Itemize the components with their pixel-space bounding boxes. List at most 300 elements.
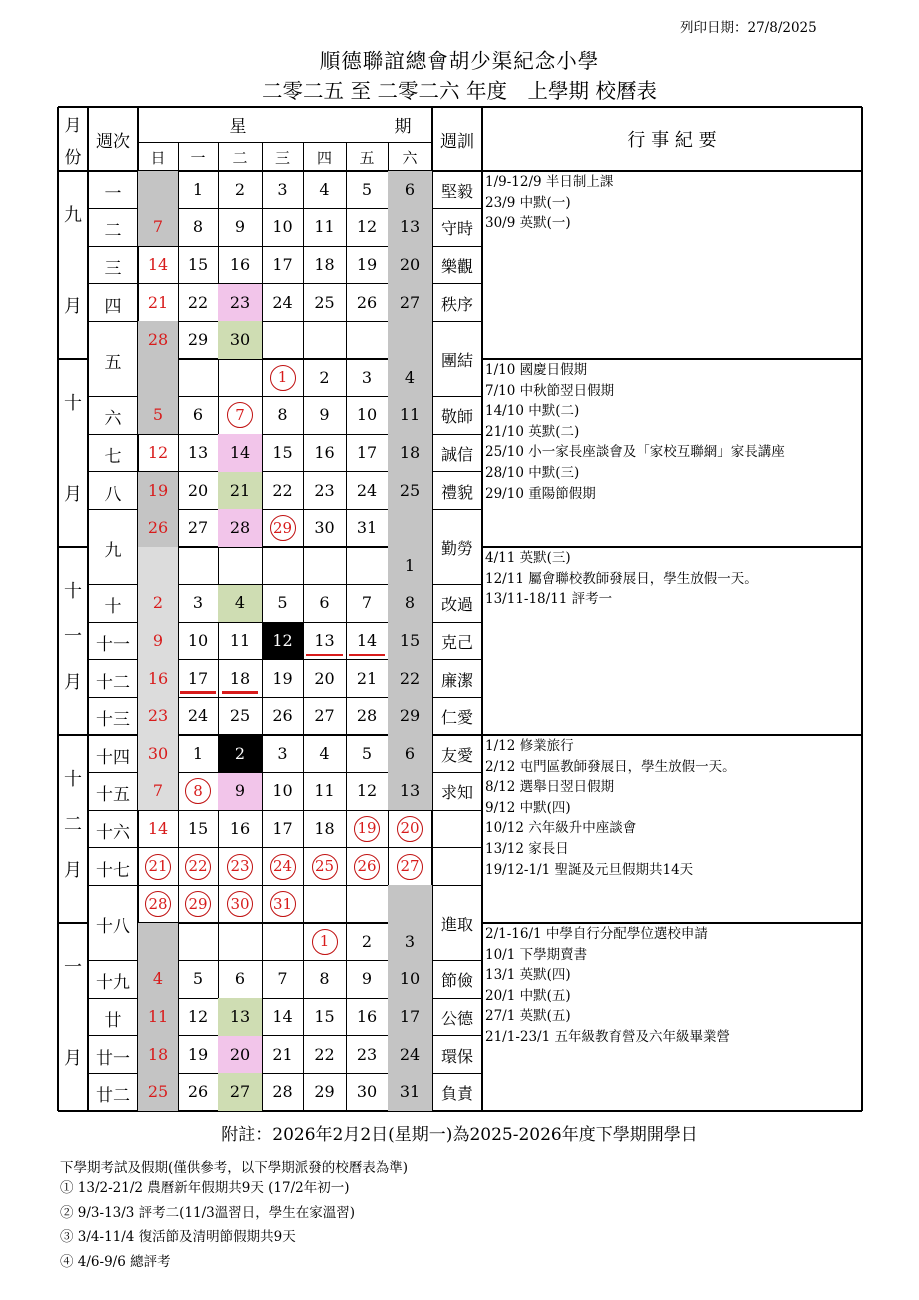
date-cell[interactable]	[303, 284, 346, 322]
date-number: 15	[187, 818, 209, 838]
date-number: 21	[272, 1044, 293, 1064]
date-number: 12	[272, 630, 293, 650]
date-cell[interactable]	[138, 509, 178, 547]
date-number: 1	[312, 929, 338, 955]
date-cell[interactable]	[303, 773, 346, 811]
week-number: 四	[104, 296, 122, 317]
date-number: 29	[185, 891, 211, 917]
date-cell[interactable]	[262, 1036, 303, 1074]
header-day-3: 三	[274, 149, 290, 167]
date-cell[interactable]	[138, 735, 178, 773]
date-cell[interactable]	[388, 810, 432, 848]
date-cell[interactable]	[346, 472, 388, 510]
date-cell[interactable]	[218, 735, 262, 773]
month-label: 月	[64, 295, 82, 317]
date-cell[interactable]	[178, 622, 218, 660]
date-cell[interactable]	[138, 472, 178, 510]
date-cell[interactable]	[262, 509, 303, 547]
date-number: 5	[361, 743, 373, 763]
date-cell[interactable]	[262, 885, 303, 923]
date-cell[interactable]	[346, 209, 388, 247]
date-cell[interactable]	[218, 209, 262, 247]
date-number: 13	[229, 1006, 251, 1026]
date-number: 18	[314, 818, 335, 838]
date-number: 3	[361, 367, 373, 387]
date-number: 21	[147, 292, 169, 312]
date-cell[interactable]	[388, 246, 432, 284]
date-cell[interactable]	[388, 585, 432, 623]
date-number: 16	[314, 442, 335, 462]
grid-line	[432, 734, 482, 736]
date-cell[interactable]	[346, 359, 388, 397]
date-cell[interactable]	[388, 697, 432, 735]
header-motto: 週訓	[440, 131, 474, 152]
date-number: 2	[234, 179, 246, 199]
date-cell	[262, 923, 303, 961]
date-cell[interactable]	[388, 171, 432, 209]
date-cell	[346, 885, 388, 923]
date-cell[interactable]	[138, 961, 178, 999]
date-number: 14	[272, 1006, 293, 1026]
date-cell[interactable]	[178, 321, 218, 359]
date-cell[interactable]	[303, 171, 346, 209]
date-cell[interactable]	[178, 961, 218, 999]
date-cell	[218, 923, 262, 961]
date-cell[interactable]	[218, 585, 262, 623]
date-cell[interactable]	[262, 246, 303, 284]
date-cell	[138, 359, 178, 397]
date-cell[interactable]	[346, 660, 388, 698]
date-number: 18	[314, 254, 335, 274]
grid-line	[58, 546, 88, 548]
date-cell[interactable]	[262, 961, 303, 999]
date-number: 10	[399, 969, 421, 989]
date-cell[interactable]	[138, 810, 178, 848]
date-cell[interactable]	[262, 284, 303, 322]
date-cell	[218, 359, 262, 397]
date-number: 28	[229, 518, 251, 538]
week-number: 廿二	[96, 1086, 130, 1107]
grid-line	[88, 509, 138, 510]
date-cell[interactable]	[178, 998, 218, 1036]
date-cell[interactable]	[262, 1073, 303, 1111]
date-cell[interactable]	[388, 773, 432, 811]
date-number: 10	[272, 781, 293, 801]
date-number: 17	[399, 1006, 421, 1026]
event-item: 10/1 下學期賣書	[485, 946, 588, 963]
week-motto: 敬師	[440, 407, 473, 427]
event-item: 1/12 修業旅行	[485, 738, 574, 754]
date-cell[interactable]	[388, 998, 432, 1036]
date-number: 5	[152, 405, 164, 425]
date-cell[interactable]	[303, 1036, 346, 1074]
date-cell[interactable]	[303, 923, 346, 961]
date-number: 8	[277, 405, 288, 425]
grid-line	[432, 208, 482, 209]
date-cell[interactable]	[218, 848, 262, 886]
date-cell[interactable]	[346, 284, 388, 322]
date-cell[interactable]	[303, 660, 346, 698]
date-cell[interactable]	[346, 697, 388, 735]
date-cell[interactable]	[346, 622, 388, 660]
date-cell[interactable]	[178, 660, 218, 698]
date-cell[interactable]	[346, 923, 388, 961]
date-cell[interactable]	[346, 848, 388, 886]
month-label: 十	[64, 581, 82, 603]
date-cell[interactable]	[218, 509, 262, 547]
date-cell[interactable]	[138, 848, 178, 886]
date-cell[interactable]	[388, 660, 432, 698]
date-cell[interactable]	[303, 359, 346, 397]
date-cell[interactable]	[346, 246, 388, 284]
date-number: 7	[361, 593, 373, 613]
date-cell[interactable]	[178, 885, 218, 923]
date-cell[interactable]	[262, 622, 303, 660]
date-cell	[178, 923, 218, 961]
date-cell[interactable]	[138, 998, 178, 1036]
date-cell[interactable]	[262, 209, 303, 247]
header-month-bottom: 份	[64, 147, 82, 168]
date-cell[interactable]	[262, 171, 303, 209]
header-day-6: 六	[402, 149, 418, 167]
date-number: 2	[361, 931, 373, 951]
date-number: 18	[147, 1044, 169, 1064]
grid-line	[88, 283, 138, 284]
date-number: 23	[147, 706, 169, 726]
event-item: 13/1 英默(四)	[485, 967, 571, 984]
date-number: 23	[314, 480, 335, 500]
event-item: 30/9 英默(一)	[485, 215, 571, 232]
date-cell[interactable]	[178, 171, 218, 209]
event-item: 14/10 中默(二)	[485, 403, 580, 420]
event-item: 19/12-1/1 聖誕及元旦假期共14天	[485, 861, 694, 878]
date-number: 31	[270, 891, 296, 917]
date-cell[interactable]	[178, 773, 218, 811]
date-cell[interactable]	[262, 397, 303, 435]
date-cell[interactable]	[388, 923, 432, 961]
date-cell[interactable]	[388, 848, 432, 886]
date-cell[interactable]	[218, 171, 262, 209]
date-cell[interactable]	[218, 284, 262, 322]
grid-line	[88, 960, 138, 961]
date-number: 13	[399, 217, 421, 237]
grid-line	[88, 622, 138, 623]
date-cell[interactable]	[388, 735, 432, 773]
calendar-title: 二零二五 至 二零二六 年度 上學期 校曆表	[261, 79, 658, 103]
date-cell[interactable]	[218, 885, 262, 923]
grid-line	[432, 622, 482, 623]
date-number: 20	[187, 480, 209, 500]
date-number: 23	[229, 292, 251, 312]
date-cell[interactable]	[178, 848, 218, 886]
date-cell[interactable]	[178, 697, 218, 735]
month-label: 月	[64, 483, 82, 505]
month-label: 月	[64, 671, 82, 693]
date-cell[interactable]	[346, 397, 388, 435]
date-cell[interactable]	[303, 735, 346, 773]
next-term-heading: 下學期考試及假期(僅供參考，以下學期派發的校曆表為準)	[60, 1160, 409, 1176]
week-number: 十七	[96, 860, 130, 881]
date-cell[interactable]	[138, 209, 178, 247]
date-number: 26	[356, 292, 378, 312]
date-cell[interactable]	[138, 434, 178, 472]
date-cell[interactable]	[346, 810, 388, 848]
grid-line	[432, 396, 482, 397]
date-cell[interactable]	[303, 434, 346, 472]
date-cell[interactable]	[138, 321, 178, 359]
week-motto: 誠信	[440, 445, 473, 464]
date-cell[interactable]	[218, 434, 262, 472]
date-number: 21	[356, 668, 378, 688]
grid-line	[432, 584, 482, 585]
event-item: 21/10 英默(二)	[485, 423, 580, 440]
date-number: 15	[314, 1006, 335, 1026]
date-cell[interactable]	[346, 735, 388, 773]
date-cell[interactable]	[346, 509, 388, 547]
date-number: 7	[152, 217, 164, 237]
date-number: 6	[319, 593, 330, 613]
date-number: 11	[147, 1006, 169, 1026]
date-cell[interactable]	[303, 810, 346, 848]
event-item: 28/10 中默(三)	[485, 464, 580, 481]
date-number: 20	[399, 254, 421, 274]
school-name: 順德聯誼總會胡少渠紀念小學	[319, 49, 600, 73]
date-number: 11	[399, 405, 421, 425]
date-number: 12	[356, 781, 378, 801]
week-number: 三	[104, 259, 122, 279]
date-cell[interactable]	[388, 961, 432, 999]
date-number: 25	[312, 854, 338, 880]
date-cell[interactable]	[178, 209, 218, 247]
date-cell[interactable]	[262, 660, 303, 698]
date-cell[interactable]	[262, 434, 303, 472]
date-number: 7	[152, 781, 164, 801]
date-cell[interactable]	[262, 697, 303, 735]
date-cell[interactable]	[218, 321, 262, 359]
date-cell[interactable]	[218, 961, 262, 999]
date-cell[interactable]	[138, 660, 178, 698]
grid-line	[88, 434, 138, 435]
date-cell[interactable]	[218, 810, 262, 848]
date-number: 9	[152, 630, 164, 650]
month-label: 二	[64, 814, 82, 836]
date-cell[interactable]	[262, 585, 303, 623]
week-motto: 團結	[440, 351, 473, 370]
date-cell[interactable]	[388, 209, 432, 247]
date-cell[interactable]	[218, 998, 262, 1036]
grid-line	[88, 471, 138, 472]
date-cell[interactable]	[138, 885, 178, 923]
date-cell[interactable]	[303, 472, 346, 510]
date-cell[interactable]	[388, 397, 432, 435]
date-cell[interactable]	[346, 1036, 388, 1074]
events-list	[485, 172, 613, 234]
date-cell[interactable]	[346, 1073, 388, 1111]
date-cell[interactable]	[388, 472, 432, 510]
date-number: 11	[314, 217, 335, 237]
date-number: 16	[229, 818, 251, 838]
date-cell	[218, 547, 262, 585]
date-cell[interactable]	[178, 810, 218, 848]
date-cell[interactable]	[178, 472, 218, 510]
date-number: 16	[229, 254, 251, 274]
header-day-2: 二	[232, 149, 248, 167]
date-cell[interactable]	[178, 1036, 218, 1074]
date-cell[interactable]	[303, 397, 346, 435]
week-motto: 廉潔	[440, 670, 473, 690]
date-cell[interactable]	[303, 622, 346, 660]
events-list	[485, 360, 785, 504]
date-cell[interactable]	[303, 998, 346, 1036]
date-number: 8	[185, 778, 211, 804]
event-item: 2/1-16/1 中學自行分配學位選校申請	[485, 926, 708, 942]
header-weekday-1: 星	[229, 117, 247, 137]
date-cell[interactable]	[346, 171, 388, 209]
grid-line	[88, 810, 138, 811]
date-cell	[262, 321, 303, 359]
date-cell[interactable]	[388, 1073, 432, 1111]
date-cell[interactable]	[138, 1073, 178, 1111]
month-label: 月	[64, 859, 82, 881]
date-number: 18	[229, 668, 251, 688]
date-cell[interactable]	[303, 848, 346, 886]
date-number: 3	[277, 743, 288, 763]
date-cell[interactable]	[303, 961, 346, 999]
date-cell[interactable]	[262, 359, 303, 397]
date-cell[interactable]	[218, 397, 262, 435]
date-number: 2	[319, 367, 330, 387]
date-number: 1	[404, 555, 416, 575]
date-number: 29	[314, 1082, 335, 1102]
date-cell[interactable]	[138, 622, 178, 660]
date-cell	[138, 547, 178, 585]
date-cell[interactable]	[303, 585, 346, 623]
date-cell[interactable]	[388, 359, 432, 397]
date-number: 25	[147, 1082, 169, 1102]
date-cell[interactable]	[178, 397, 218, 435]
date-cell	[346, 547, 388, 585]
date-cell[interactable]	[262, 773, 303, 811]
week-number: 二	[104, 221, 122, 242]
date-number: 3	[192, 593, 204, 613]
week-motto: 克己	[440, 633, 473, 652]
date-cell[interactable]	[346, 585, 388, 623]
date-cell[interactable]	[138, 246, 178, 284]
date-cell[interactable]	[138, 397, 178, 435]
date-number: 30	[229, 330, 251, 350]
date-cell[interactable]	[303, 1073, 346, 1111]
week-motto: 仁愛	[440, 708, 473, 728]
header-week: 週次	[96, 131, 130, 152]
date-cell[interactable]	[388, 547, 432, 585]
date-cell[interactable]	[218, 1073, 262, 1111]
date-cell[interactable]	[388, 434, 432, 472]
date-cell[interactable]	[138, 1036, 178, 1074]
date-cell[interactable]	[262, 998, 303, 1036]
date-cell[interactable]	[262, 735, 303, 773]
date-number: 20	[397, 816, 423, 842]
date-cell[interactable]	[138, 284, 178, 322]
event-item: 8/12 選舉日翌日假期	[485, 779, 615, 796]
month-label: 九	[64, 205, 82, 227]
date-cell[interactable]	[303, 246, 346, 284]
date-cell[interactable]	[178, 434, 218, 472]
date-cell[interactable]	[138, 773, 178, 811]
date-cell[interactable]	[346, 434, 388, 472]
date-cell[interactable]	[303, 509, 346, 547]
date-cell[interactable]	[218, 660, 262, 698]
date-cell	[303, 321, 346, 359]
date-cell[interactable]	[218, 246, 262, 284]
date-cell[interactable]	[138, 585, 178, 623]
date-cell[interactable]	[178, 585, 218, 623]
date-cell[interactable]	[178, 246, 218, 284]
date-cell[interactable]	[388, 284, 432, 322]
grid-line	[432, 246, 482, 247]
event-item: 4/11 英默(三)	[485, 550, 571, 566]
date-number: 13	[399, 781, 421, 801]
grid-line	[432, 321, 482, 322]
date-cell[interactable]	[388, 622, 432, 660]
date-cell[interactable]	[218, 773, 262, 811]
header-events: 行 事 紀 要	[627, 130, 717, 151]
date-cell[interactable]	[218, 622, 262, 660]
date-cell[interactable]	[178, 284, 218, 322]
date-number: 22	[185, 854, 211, 880]
date-number: 30	[356, 1082, 378, 1102]
date-cell[interactable]	[262, 472, 303, 510]
date-number: 13	[187, 442, 209, 462]
grid-line	[88, 396, 138, 397]
date-cell[interactable]	[388, 1036, 432, 1074]
grid-line	[58, 106, 862, 108]
date-cell[interactable]	[346, 998, 388, 1036]
events-list	[485, 548, 758, 610]
event-item: 1/10 國慶日假期	[485, 362, 588, 378]
date-number: 31	[356, 518, 378, 538]
date-cell[interactable]	[218, 1036, 262, 1074]
grid-line	[58, 922, 88, 924]
date-cell[interactable]	[178, 1073, 218, 1111]
date-number: 3	[404, 931, 416, 951]
date-cell[interactable]	[218, 697, 262, 735]
date-cell[interactable]	[262, 810, 303, 848]
date-number: 18	[399, 442, 421, 462]
week-number: 九	[104, 541, 122, 561]
date-cell[interactable]	[178, 735, 218, 773]
date-number: 14	[147, 818, 169, 838]
grid-line	[88, 885, 138, 886]
date-number: 28	[356, 706, 378, 726]
date-number: 15	[399, 630, 421, 650]
next-term-list	[60, 1176, 355, 1274]
date-number: 8	[404, 593, 416, 613]
date-number: 19	[272, 668, 293, 688]
date-cell[interactable]	[303, 209, 346, 247]
event-item: 9/12 中默(四)	[485, 799, 571, 816]
date-cell[interactable]	[178, 509, 218, 547]
date-cell[interactable]	[303, 697, 346, 735]
date-cell[interactable]	[218, 472, 262, 510]
date-cell[interactable]	[138, 697, 178, 735]
date-number: 7	[277, 969, 288, 989]
date-cell[interactable]	[346, 961, 388, 999]
date-number: 14	[356, 630, 378, 650]
week-motto: 環保	[440, 1046, 473, 1066]
grid-line	[432, 998, 482, 999]
date-cell[interactable]	[346, 773, 388, 811]
date-cell[interactable]	[262, 848, 303, 886]
